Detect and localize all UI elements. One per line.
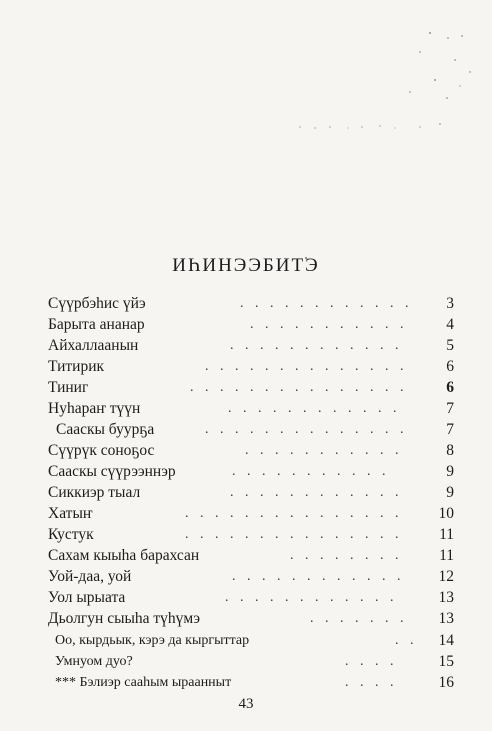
leader-dots: . . . . . . . . . . . . . . — [205, 359, 408, 374]
toc-entry — [0, 336, 492, 356]
leader-dots: . . . . . . . . . . . — [232, 464, 390, 479]
leader-dots: . . . . . . . . . . . — [245, 443, 403, 458]
toc-entry — [0, 609, 492, 629]
leader-dots: . . . . . . . . . . . . — [225, 590, 398, 605]
toc-entry-page: 7 — [446, 421, 454, 438]
toc-entry-page: 11 — [439, 526, 454, 543]
toc-entry-title: Сааскы сүүрээннэр — [48, 463, 176, 480]
toc-entry-page: 13 — [438, 610, 454, 627]
page-number: 43 — [238, 696, 254, 712]
toc-entry-title: Тиниг — [48, 379, 89, 396]
leader-dots: . . . . . . . . . . . . . . — [205, 422, 408, 437]
toc-entry-title: Кустук — [48, 526, 94, 543]
leader-dots: . . . . . . . . . . . . — [228, 401, 401, 416]
toc-entry — [0, 652, 492, 672]
toc-entry-page: 7 — [446, 400, 454, 417]
toc-entry-page: 10 — [438, 505, 454, 522]
toc-entry — [0, 588, 492, 608]
toc-entry-title: Уой-даа, уой — [48, 568, 132, 585]
toc-entry-title: *** Бэлиэр сааһым ыраанныт — [55, 675, 232, 690]
toc-entry — [0, 631, 492, 651]
toc-heading: ИҺИНЭЭБИТЭ — [172, 255, 320, 276]
leader-dots: . . . . . . . . — [290, 548, 403, 563]
toc-entry — [0, 420, 492, 440]
leader-dots: . . . . . . . . . . . . — [230, 338, 403, 353]
toc-entry — [0, 315, 492, 335]
toc-entry-title: Хатыҥ — [48, 505, 93, 522]
toc-entry — [0, 546, 492, 566]
toc-entry-page: 13 — [438, 589, 454, 606]
toc-entry-title: Умнуом дуо? — [55, 654, 133, 669]
toc-entry-title: Титирик — [48, 358, 105, 375]
toc-entry-title: Айхаллаанын — [48, 337, 139, 354]
toc-entry-page: 8 — [446, 442, 454, 459]
leader-dots: . . . . . . . . . . . — [250, 317, 408, 332]
toc-entry — [0, 567, 492, 587]
toc-entry — [0, 357, 492, 377]
leader-dots: . . . . . . . — [310, 611, 408, 626]
toc-entry-page: 3 — [446, 295, 454, 312]
toc-entry-title: Барыта ананар — [48, 316, 145, 333]
leader-dots: . . . . . . . . . . . . . . . — [185, 506, 403, 521]
toc-entry-page: 14 — [438, 632, 454, 649]
toc-entry-page: 11 — [439, 547, 454, 564]
toc-entry-title: Оо, кырдьык, кэрэ да кыргыттар — [55, 633, 250, 648]
toc-entry — [0, 462, 492, 482]
toc-entry — [0, 504, 492, 524]
leader-dots: . . . . . . . . . . . . — [230, 485, 403, 500]
toc-entry — [0, 673, 492, 693]
toc-entry — [0, 399, 492, 419]
toc-entry-title: Дьолгун сыыһа түһүмэ — [48, 610, 201, 627]
toc-entry-page: 4 — [446, 316, 454, 333]
leader-dots: . . . . — [345, 675, 398, 690]
toc-entry-page: 6 — [446, 379, 454, 396]
toc-entry — [0, 378, 492, 398]
leader-dots: . . . . . . . . . . . . . . . — [190, 380, 408, 395]
toc-entry-title: Сүүрбэһис үйэ — [48, 295, 146, 312]
toc-entry-title: Сиккиэр тыал — [48, 484, 141, 501]
leader-dots: . . . . . . . . . . . . — [232, 569, 405, 584]
toc-entry-page: 15 — [438, 653, 454, 670]
toc-entry — [0, 483, 492, 503]
toc-entry-page: 12 — [438, 568, 454, 585]
toc-entry-page: 9 — [446, 484, 454, 501]
toc-entry-page: 16 — [438, 674, 454, 691]
toc-entry-title: Сахам кыыһа барахсан — [48, 547, 200, 564]
leader-dots: . . . . — [345, 654, 398, 669]
toc-entry-title: Нуһараҥ түүн — [48, 400, 141, 417]
leader-dots: . . . . . . . . . . . . — [240, 296, 413, 311]
toc-entry — [0, 441, 492, 461]
leader-dots: . . — [395, 633, 418, 648]
leader-dots: . . . . . . . . . . . . . . . — [185, 527, 403, 542]
toc-entry-page: 6 — [446, 358, 454, 375]
toc-entry-title: Сааскы буурҕа — [56, 421, 155, 438]
toc-entry-title: Сүүрүк соноҕос — [48, 442, 155, 459]
toc-entry-page: 5 — [446, 337, 454, 354]
toc-entry-page: 9 — [446, 463, 454, 480]
toc-entry-title: Уол ырыата — [48, 589, 126, 606]
toc-entry — [0, 525, 492, 545]
toc-entry — [0, 294, 492, 314]
